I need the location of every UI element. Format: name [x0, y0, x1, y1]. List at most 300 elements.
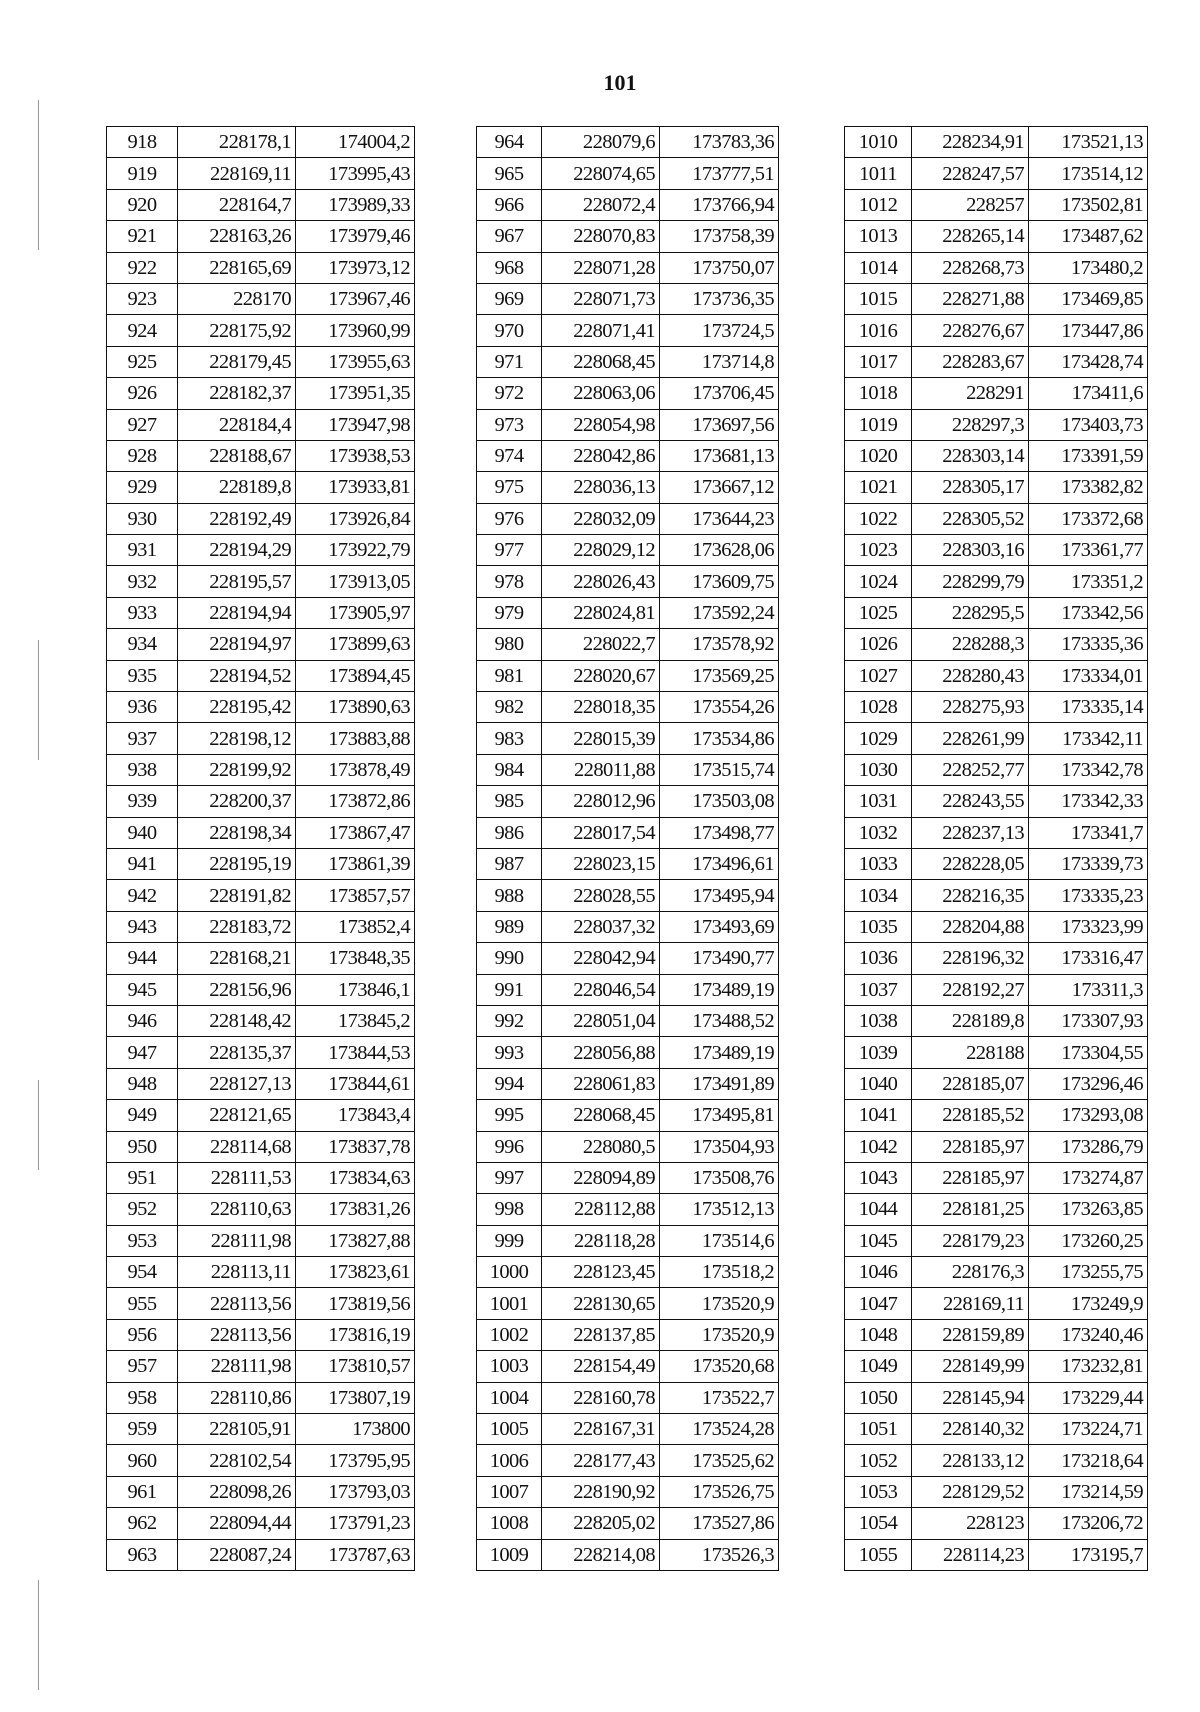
point-number-cell: 960: [107, 1445, 178, 1476]
x-coordinate-cell: 228056,88: [542, 1037, 660, 1068]
point-number-cell: 944: [107, 943, 178, 974]
x-coordinate-cell: 228189,8: [912, 1005, 1029, 1036]
y-coordinate-cell: 173491,89: [660, 1068, 779, 1099]
y-coordinate-cell: 173411,6: [1029, 378, 1148, 409]
point-number-cell: 965: [477, 158, 542, 189]
x-coordinate-cell: 228028,55: [542, 880, 660, 911]
y-coordinate-cell: 173493,69: [660, 911, 779, 942]
y-coordinate-cell: 173831,26: [296, 1194, 415, 1225]
point-number-cell: 963: [107, 1539, 178, 1570]
table-row: [845, 189, 1148, 220]
table-row: [107, 1508, 415, 1539]
point-number-cell: 949: [107, 1100, 178, 1131]
y-coordinate-cell: 173342,11: [1029, 723, 1148, 754]
y-coordinate-cell: 173351,2: [1029, 566, 1148, 597]
x-coordinate-cell: 228303,16: [912, 535, 1029, 566]
table-row: [477, 503, 779, 534]
point-number-cell: 929: [107, 472, 178, 503]
table-row: [477, 1445, 779, 1476]
table-row: [477, 283, 779, 314]
point-number-cell: 953: [107, 1225, 178, 1256]
point-number-cell: 1052: [845, 1445, 912, 1476]
y-coordinate-cell: 173520,9: [660, 1288, 779, 1319]
table-row: [477, 252, 779, 283]
x-coordinate-cell: 228102,54: [178, 1445, 296, 1476]
table-row: [477, 1476, 779, 1507]
point-number-cell: 1031: [845, 786, 912, 817]
point-number-cell: 1039: [845, 1037, 912, 1068]
table-row: [845, 1068, 1148, 1099]
point-number-cell: 1054: [845, 1508, 912, 1539]
x-coordinate-cell: 228188,67: [178, 440, 296, 471]
table-row: [107, 723, 415, 754]
table-row: [477, 660, 779, 691]
table-row: [107, 1131, 415, 1162]
y-coordinate-cell: 173512,13: [660, 1194, 779, 1225]
point-number-cell: 923: [107, 283, 178, 314]
y-coordinate-cell: 173724,5: [660, 315, 779, 346]
y-coordinate-cell: 173489,19: [660, 1037, 779, 1068]
x-coordinate-cell: 228305,52: [912, 503, 1029, 534]
coordinates-table-2: [476, 126, 779, 1571]
x-coordinate-cell: 228303,14: [912, 440, 1029, 471]
point-number-cell: 970: [477, 315, 542, 346]
y-coordinate-cell: 173823,61: [296, 1257, 415, 1288]
y-coordinate-cell: 173766,94: [660, 189, 779, 220]
table-row: [845, 1037, 1148, 1068]
point-number-cell: 999: [477, 1225, 542, 1256]
table-row: [477, 1288, 779, 1319]
point-number-cell: 1003: [477, 1351, 542, 1382]
x-coordinate-cell: 228185,52: [912, 1100, 1029, 1131]
x-coordinate-cell: 228071,41: [542, 315, 660, 346]
table-row: [845, 472, 1148, 503]
x-coordinate-cell: 228063,06: [542, 378, 660, 409]
point-number-cell: 942: [107, 880, 178, 911]
table-row: [477, 786, 779, 817]
y-coordinate-cell: 173342,33: [1029, 786, 1148, 817]
y-coordinate-cell: 173681,13: [660, 440, 779, 471]
table-row: [845, 1288, 1148, 1319]
point-number-cell: 946: [107, 1005, 178, 1036]
table-row: [107, 692, 415, 723]
x-coordinate-cell: 228071,73: [542, 283, 660, 314]
y-coordinate-cell: 173304,55: [1029, 1037, 1148, 1068]
y-coordinate-cell: 173938,53: [296, 440, 415, 471]
x-coordinate-cell: 228024,81: [542, 597, 660, 628]
y-coordinate-cell: 173502,81: [1029, 189, 1148, 220]
y-coordinate-cell: 173522,7: [660, 1382, 779, 1413]
y-coordinate-cell: 173316,47: [1029, 943, 1148, 974]
x-coordinate-cell: 228071,28: [542, 252, 660, 283]
x-coordinate-cell: 228113,56: [178, 1319, 296, 1350]
x-coordinate-cell: 228185,07: [912, 1068, 1029, 1099]
x-coordinate-cell: 228110,63: [178, 1194, 296, 1225]
table-row: [477, 346, 779, 377]
point-number-cell: 935: [107, 660, 178, 691]
point-number-cell: 1017: [845, 346, 912, 377]
table-row: [107, 1005, 415, 1036]
x-coordinate-cell: 228200,37: [178, 786, 296, 817]
x-coordinate-cell: 228118,28: [542, 1225, 660, 1256]
x-coordinate-cell: 228111,98: [178, 1351, 296, 1382]
point-number-cell: 998: [477, 1194, 542, 1225]
point-number-cell: 984: [477, 754, 542, 785]
point-number-cell: 1026: [845, 629, 912, 660]
table-row: [477, 692, 779, 723]
point-number-cell: 979: [477, 597, 542, 628]
x-coordinate-cell: 228188: [912, 1037, 1029, 1068]
point-number-cell: 972: [477, 378, 542, 409]
point-number-cell: 919: [107, 158, 178, 189]
point-number-cell: 1012: [845, 189, 912, 220]
y-coordinate-cell: 173342,78: [1029, 754, 1148, 785]
y-coordinate-cell: 173979,46: [296, 221, 415, 252]
x-coordinate-cell: 228110,86: [178, 1382, 296, 1413]
y-coordinate-cell: 173857,57: [296, 880, 415, 911]
y-coordinate-cell: 173334,01: [1029, 660, 1148, 691]
x-coordinate-cell: 228179,23: [912, 1225, 1029, 1256]
y-coordinate-cell: 173263,85: [1029, 1194, 1148, 1225]
point-number-cell: 1014: [845, 252, 912, 283]
y-coordinate-cell: 173951,35: [296, 378, 415, 409]
point-number-cell: 1019: [845, 409, 912, 440]
point-number-cell: 1008: [477, 1508, 542, 1539]
x-coordinate-cell: 228015,39: [542, 723, 660, 754]
x-coordinate-cell: 228169,11: [912, 1288, 1029, 1319]
table-row: [845, 440, 1148, 471]
point-number-cell: 940: [107, 817, 178, 848]
point-number-cell: 925: [107, 346, 178, 377]
point-number-cell: 985: [477, 786, 542, 817]
table-row: [477, 911, 779, 942]
point-number-cell: 934: [107, 629, 178, 660]
y-coordinate-cell: 173307,93: [1029, 1005, 1148, 1036]
table-row: [107, 378, 415, 409]
point-number-cell: 928: [107, 440, 178, 471]
y-coordinate-cell: 173218,64: [1029, 1445, 1148, 1476]
x-coordinate-cell: 228195,42: [178, 692, 296, 723]
point-number-cell: 955: [107, 1288, 178, 1319]
table-row: [107, 597, 415, 628]
table-row: [845, 692, 1148, 723]
y-coordinate-cell: 173514,12: [1029, 158, 1148, 189]
x-coordinate-cell: 228129,52: [912, 1476, 1029, 1507]
x-coordinate-cell: 228140,32: [912, 1414, 1029, 1445]
x-coordinate-cell: 228184,4: [178, 409, 296, 440]
point-number-cell: 951: [107, 1162, 178, 1193]
point-number-cell: 994: [477, 1068, 542, 1099]
x-coordinate-cell: 228192,27: [912, 974, 1029, 1005]
y-coordinate-cell: 173787,63: [296, 1539, 415, 1570]
point-number-cell: 992: [477, 1005, 542, 1036]
point-number-cell: 1006: [477, 1445, 542, 1476]
point-number-cell: 1018: [845, 378, 912, 409]
x-coordinate-cell: 228018,35: [542, 692, 660, 723]
y-coordinate-cell: 173758,39: [660, 221, 779, 252]
y-coordinate-cell: 173339,73: [1029, 848, 1148, 879]
table-row: [477, 629, 779, 660]
table-row: [107, 1162, 415, 1193]
y-coordinate-cell: 173296,46: [1029, 1068, 1148, 1099]
y-coordinate-cell: 173922,79: [296, 535, 415, 566]
point-number-cell: 938: [107, 754, 178, 785]
table-row: [845, 723, 1148, 754]
table-row: [477, 943, 779, 974]
x-coordinate-cell: 228182,37: [178, 378, 296, 409]
table-row: [477, 974, 779, 1005]
table-row: [477, 566, 779, 597]
point-number-cell: 922: [107, 252, 178, 283]
point-number-cell: 981: [477, 660, 542, 691]
y-coordinate-cell: 173206,72: [1029, 1508, 1148, 1539]
table-row: [845, 754, 1148, 785]
x-coordinate-cell: 228163,26: [178, 221, 296, 252]
y-coordinate-cell: 173843,4: [296, 1100, 415, 1131]
x-coordinate-cell: 228036,13: [542, 472, 660, 503]
point-number-cell: 976: [477, 503, 542, 534]
point-number-cell: 989: [477, 911, 542, 942]
point-number-cell: 952: [107, 1194, 178, 1225]
point-number-cell: 1051: [845, 1414, 912, 1445]
y-coordinate-cell: 173229,44: [1029, 1382, 1148, 1413]
table-row: [477, 848, 779, 879]
table-row: [107, 158, 415, 189]
y-coordinate-cell: 173341,7: [1029, 817, 1148, 848]
y-coordinate-cell: 173286,79: [1029, 1131, 1148, 1162]
x-coordinate-cell: 228111,53: [178, 1162, 296, 1193]
table-row: [845, 1351, 1148, 1382]
y-coordinate-cell: 173403,73: [1029, 409, 1148, 440]
x-coordinate-cell: 228176,3: [912, 1257, 1029, 1288]
y-coordinate-cell: 173342,56: [1029, 597, 1148, 628]
x-coordinate-cell: 228156,96: [178, 974, 296, 1005]
table-row: [477, 378, 779, 409]
y-coordinate-cell: 173214,59: [1029, 1476, 1148, 1507]
table-row: [477, 1100, 779, 1131]
x-coordinate-cell: 228029,12: [542, 535, 660, 566]
y-coordinate-cell: 173274,87: [1029, 1162, 1148, 1193]
point-number-cell: 1049: [845, 1351, 912, 1382]
table-row: [107, 1225, 415, 1256]
table-row: [845, 911, 1148, 942]
table-row: [477, 1382, 779, 1413]
table-row: [845, 1225, 1148, 1256]
point-number-cell: 1009: [477, 1539, 542, 1570]
point-number-cell: 995: [477, 1100, 542, 1131]
y-coordinate-cell: 173335,14: [1029, 692, 1148, 723]
x-coordinate-cell: 228054,98: [542, 409, 660, 440]
x-coordinate-cell: 228177,43: [542, 1445, 660, 1476]
y-coordinate-cell: 173361,77: [1029, 535, 1148, 566]
x-coordinate-cell: 228127,13: [178, 1068, 296, 1099]
point-number-cell: 969: [477, 283, 542, 314]
x-coordinate-cell: 228295,5: [912, 597, 1029, 628]
x-coordinate-cell: 228168,21: [178, 943, 296, 974]
y-coordinate-cell: 173905,97: [296, 597, 415, 628]
y-coordinate-cell: 173852,4: [296, 911, 415, 942]
x-coordinate-cell: 228195,19: [178, 848, 296, 879]
y-coordinate-cell: 173498,77: [660, 817, 779, 848]
x-coordinate-cell: 228276,67: [912, 315, 1029, 346]
y-coordinate-cell: 173883,88: [296, 723, 415, 754]
coordinates-table-1: [106, 126, 415, 1571]
point-number-cell: 1021: [845, 472, 912, 503]
table-row: [845, 1382, 1148, 1413]
point-number-cell: 943: [107, 911, 178, 942]
x-coordinate-cell: 228042,86: [542, 440, 660, 471]
point-number-cell: 1053: [845, 1476, 912, 1507]
x-coordinate-cell: 228280,43: [912, 660, 1029, 691]
x-coordinate-cell: 228198,12: [178, 723, 296, 754]
x-coordinate-cell: 228199,92: [178, 754, 296, 785]
y-coordinate-cell: 173872,86: [296, 786, 415, 817]
y-coordinate-cell: 173819,56: [296, 1288, 415, 1319]
table-row: [107, 1382, 415, 1413]
table-row: [845, 943, 1148, 974]
table-row: [845, 1476, 1148, 1507]
point-number-cell: 1007: [477, 1476, 542, 1507]
point-number-cell: 1022: [845, 503, 912, 534]
x-coordinate-cell: 228137,85: [542, 1319, 660, 1350]
y-coordinate-cell: 173899,63: [296, 629, 415, 660]
table-row: [845, 535, 1148, 566]
x-coordinate-cell: 228068,45: [542, 1100, 660, 1131]
y-coordinate-cell: 173447,86: [1029, 315, 1148, 346]
table-row: [107, 283, 415, 314]
x-coordinate-cell: 228192,49: [178, 503, 296, 534]
table-row: [845, 315, 1148, 346]
table-row: [477, 158, 779, 189]
point-number-cell: 1013: [845, 221, 912, 252]
point-number-cell: 927: [107, 409, 178, 440]
x-coordinate-cell: 228159,89: [912, 1319, 1029, 1350]
point-number-cell: 1016: [845, 315, 912, 346]
table-row: [845, 1162, 1148, 1193]
y-coordinate-cell: 173249,9: [1029, 1288, 1148, 1319]
x-coordinate-cell: 228252,77: [912, 754, 1029, 785]
y-coordinate-cell: 173490,77: [660, 943, 779, 974]
x-coordinate-cell: 228181,25: [912, 1194, 1029, 1225]
table-row: [477, 1037, 779, 1068]
y-coordinate-cell: 173644,23: [660, 503, 779, 534]
x-coordinate-cell: 228121,65: [178, 1100, 296, 1131]
table-row: [107, 943, 415, 974]
table-row: [845, 1414, 1148, 1445]
y-coordinate-cell: 173518,2: [660, 1257, 779, 1288]
y-coordinate-cell: 173525,62: [660, 1445, 779, 1476]
point-number-cell: 950: [107, 1131, 178, 1162]
y-coordinate-cell: 173913,05: [296, 566, 415, 597]
table-row: [477, 597, 779, 628]
x-coordinate-cell: 228113,11: [178, 1257, 296, 1288]
point-number-cell: 1000: [477, 1257, 542, 1288]
page-number: 101: [603, 70, 637, 95]
table-row: [477, 1257, 779, 1288]
y-coordinate-cell: 173524,28: [660, 1414, 779, 1445]
y-coordinate-cell: 173495,94: [660, 880, 779, 911]
x-coordinate-cell: 228160,78: [542, 1382, 660, 1413]
table-row: [845, 817, 1148, 848]
y-coordinate-cell: 173534,86: [660, 723, 779, 754]
y-coordinate-cell: 173514,6: [660, 1225, 779, 1256]
x-coordinate-cell: 228291: [912, 378, 1029, 409]
point-number-cell: 1045: [845, 1225, 912, 1256]
table-row: [845, 378, 1148, 409]
table-row: [845, 1100, 1148, 1131]
point-number-cell: 1042: [845, 1131, 912, 1162]
point-number-cell: 991: [477, 974, 542, 1005]
x-coordinate-cell: 228032,09: [542, 503, 660, 534]
point-number-cell: 1048: [845, 1319, 912, 1350]
y-coordinate-cell: 173947,98: [296, 409, 415, 440]
table-row: [477, 1005, 779, 1036]
y-coordinate-cell: 173807,19: [296, 1382, 415, 1413]
y-coordinate-cell: 173706,45: [660, 378, 779, 409]
table-row: [845, 221, 1148, 252]
point-number-cell: 941: [107, 848, 178, 879]
y-coordinate-cell: 173428,74: [1029, 346, 1148, 377]
y-coordinate-cell: 173848,35: [296, 943, 415, 974]
x-coordinate-cell: 228022,7: [542, 629, 660, 660]
y-coordinate-cell: 173489,19: [660, 974, 779, 1005]
x-coordinate-cell: 228051,04: [542, 1005, 660, 1036]
table-row: [477, 1131, 779, 1162]
point-number-cell: 1028: [845, 692, 912, 723]
y-coordinate-cell: 173503,08: [660, 786, 779, 817]
y-coordinate-cell: 173569,25: [660, 660, 779, 691]
table-row: [107, 1100, 415, 1131]
point-number-cell: 993: [477, 1037, 542, 1068]
point-number-cell: 1020: [845, 440, 912, 471]
y-coordinate-cell: 173793,03: [296, 1476, 415, 1507]
y-coordinate-cell: 173960,99: [296, 315, 415, 346]
point-number-cell: 926: [107, 378, 178, 409]
table-row: [477, 1414, 779, 1445]
y-coordinate-cell: 173382,82: [1029, 472, 1148, 503]
x-coordinate-cell: 228216,35: [912, 880, 1029, 911]
point-number-cell: 1032: [845, 817, 912, 848]
x-coordinate-cell: 228012,96: [542, 786, 660, 817]
x-coordinate-cell: 228148,42: [178, 1005, 296, 1036]
x-coordinate-cell: 228183,72: [178, 911, 296, 942]
table-row: [845, 346, 1148, 377]
table-row: [107, 503, 415, 534]
y-coordinate-cell: 173750,07: [660, 252, 779, 283]
table-row: [845, 1539, 1148, 1570]
x-coordinate-cell: 228175,92: [178, 315, 296, 346]
x-coordinate-cell: 228145,94: [912, 1382, 1029, 1413]
x-coordinate-cell: 228204,88: [912, 911, 1029, 942]
table-row: [845, 848, 1148, 879]
table-row: [477, 440, 779, 471]
x-coordinate-cell: 228094,44: [178, 1508, 296, 1539]
point-number-cell: 1040: [845, 1068, 912, 1099]
x-coordinate-cell: 228112,88: [542, 1194, 660, 1225]
x-coordinate-cell: 228011,88: [542, 754, 660, 785]
point-number-cell: 968: [477, 252, 542, 283]
y-coordinate-cell: 173520,9: [660, 1319, 779, 1350]
point-number-cell: 937: [107, 723, 178, 754]
x-coordinate-cell: 228164,7: [178, 189, 296, 220]
point-number-cell: 1055: [845, 1539, 912, 1570]
point-number-cell: 945: [107, 974, 178, 1005]
point-number-cell: 986: [477, 817, 542, 848]
point-number-cell: 1025: [845, 597, 912, 628]
y-coordinate-cell: 173967,46: [296, 283, 415, 314]
table-row: [845, 597, 1148, 628]
table-row: [845, 127, 1148, 158]
